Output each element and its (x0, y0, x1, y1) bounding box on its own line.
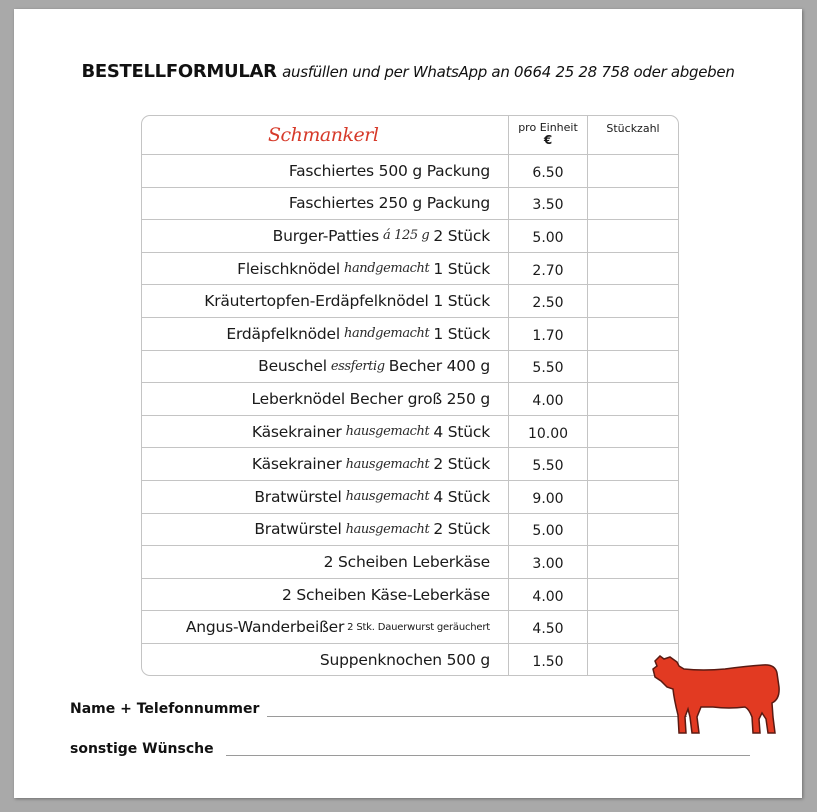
product-name (142, 318, 508, 350)
unit-price: 5.50 (508, 448, 588, 480)
product-quantity-label: 2 Stück (433, 226, 490, 245)
price-label: pro Einheit (518, 121, 578, 134)
table-row (142, 318, 678, 351)
table-row (142, 481, 678, 514)
product-quantity-label: 4 Stück (433, 487, 490, 506)
product-note: hausgemacht (345, 521, 430, 537)
wishes-label: sonstige Wünsche (70, 741, 214, 757)
quantity-input[interactable] (588, 318, 678, 350)
product-label: 2 Scheiben Leberkäse (323, 552, 490, 571)
table-row (142, 448, 678, 481)
product-note: á 125 g (383, 228, 430, 244)
table-row (142, 416, 678, 449)
product-name (142, 448, 508, 480)
product-label: Burger-Patties (272, 226, 379, 245)
table-row (142, 514, 678, 547)
quantity-input[interactable] (588, 383, 678, 415)
product-label: Angus-Wanderbeißer (185, 618, 345, 637)
table-header (142, 116, 678, 155)
product-name (142, 155, 508, 187)
table-row (142, 155, 678, 188)
table-row (142, 579, 678, 612)
product-name (142, 383, 508, 415)
product-quantity-label: Becher 400 g (388, 357, 490, 376)
table-title: Schmankerl (268, 124, 379, 146)
price-column-header (508, 116, 588, 154)
product-note: handgemacht (343, 261, 430, 277)
form-subtitle: ausfüllen und per WhatsApp an 0664 25 28 758 oder abgeben (282, 63, 735, 81)
table-row (142, 611, 678, 644)
product-label: Bratwürstel (254, 487, 342, 506)
currency-label: € (543, 133, 553, 147)
product-name (142, 546, 508, 578)
product-note: hausgemacht (345, 456, 430, 472)
product-name (142, 481, 508, 513)
product-name (142, 351, 508, 383)
table-row (142, 383, 678, 416)
quantity-input[interactable] (588, 220, 678, 252)
cow-illustration-icon (651, 647, 781, 747)
unit-price: 10.00 (508, 416, 588, 448)
product-quantity-label: 1 Stück (433, 324, 490, 343)
unit-price: 5.00 (508, 220, 588, 252)
product-name (142, 579, 508, 611)
name-phone-field[interactable] (267, 716, 687, 717)
product-label: Faschiertes 500 g Packung (288, 161, 490, 180)
table-row (142, 220, 678, 253)
product-name (142, 253, 508, 285)
product-quantity-label: 4 Stück (433, 422, 490, 441)
quantity-input[interactable] (588, 155, 678, 187)
product-small-note: 2 Stk. Dauerwurst geräuchert (347, 621, 490, 633)
name-phone-label: Name + Telefonnummer (70, 701, 260, 717)
product-quantity-label: 2 Stück (433, 455, 490, 474)
unit-price: 2.70 (508, 253, 588, 285)
product-label: Faschiertes 250 g Packung (288, 194, 490, 213)
quantity-input[interactable] (588, 546, 678, 578)
quantity-input[interactable] (588, 351, 678, 383)
product-label: Fleischknödel (237, 259, 340, 278)
unit-price: 3.50 (508, 188, 588, 220)
table-row (142, 188, 678, 221)
quantity-input[interactable] (588, 514, 678, 546)
quantity-input[interactable] (588, 481, 678, 513)
product-label: Bratwürstel (254, 520, 342, 539)
unit-price: 4.00 (508, 383, 588, 415)
quantity-input[interactable] (588, 253, 678, 285)
form-title: BESTELLFORMULAR (81, 61, 277, 82)
table-row (142, 253, 678, 286)
unit-price: 6.50 (508, 155, 588, 187)
product-name (142, 220, 508, 252)
form-heading (14, 61, 802, 82)
unit-price: 1.50 (508, 644, 588, 676)
wishes-field[interactable] (226, 755, 750, 756)
product-name (142, 416, 508, 448)
product-label: Suppenknochen 500 g (319, 651, 490, 670)
product-name (142, 644, 508, 676)
product-quantity-label: 2 Stück (433, 520, 490, 539)
quantity-input[interactable] (588, 188, 678, 220)
product-label: Kräutertopfen-Erdäpfelknödel 1 Stück (204, 292, 490, 311)
table-row (142, 546, 678, 579)
quantity-input[interactable] (588, 579, 678, 611)
unit-price: 2.50 (508, 285, 588, 317)
product-label: Käsekrainer (251, 422, 342, 441)
product-note: hausgemacht (345, 489, 430, 505)
unit-price: 4.00 (508, 579, 588, 611)
product-note: handgemacht (343, 326, 430, 342)
table-row (142, 285, 678, 318)
product-name (142, 188, 508, 220)
product-name (142, 611, 508, 643)
product-quantity-label: 1 Stück (433, 259, 490, 278)
quantity-column-header: Stückzahl (606, 122, 660, 135)
product-label: Käsekrainer (251, 455, 342, 474)
table-row (142, 351, 678, 384)
product-note: hausgemacht (345, 424, 430, 440)
unit-price: 4.50 (508, 611, 588, 643)
product-name (142, 285, 508, 317)
product-label: Erdäpfelknödel (226, 324, 340, 343)
product-note: essfertig (330, 358, 385, 374)
table-row (142, 644, 678, 676)
product-label: 2 Scheiben Käse-Leberkäse (282, 585, 490, 604)
order-table (141, 115, 679, 676)
quantity-input[interactable] (588, 416, 678, 448)
product-label: Leberknödel Becher groß 250 g (251, 389, 490, 408)
unit-price: 1.70 (508, 318, 588, 350)
product-label: Beuschel (258, 357, 327, 376)
product-name (142, 514, 508, 546)
quantity-input[interactable] (588, 611, 678, 643)
unit-price: 9.00 (508, 481, 588, 513)
unit-price: 5.50 (508, 351, 588, 383)
unit-price: 3.00 (508, 546, 588, 578)
order-form-page (14, 9, 802, 798)
unit-price: 5.00 (508, 514, 588, 546)
quantity-input[interactable] (588, 448, 678, 480)
quantity-input[interactable] (588, 285, 678, 317)
